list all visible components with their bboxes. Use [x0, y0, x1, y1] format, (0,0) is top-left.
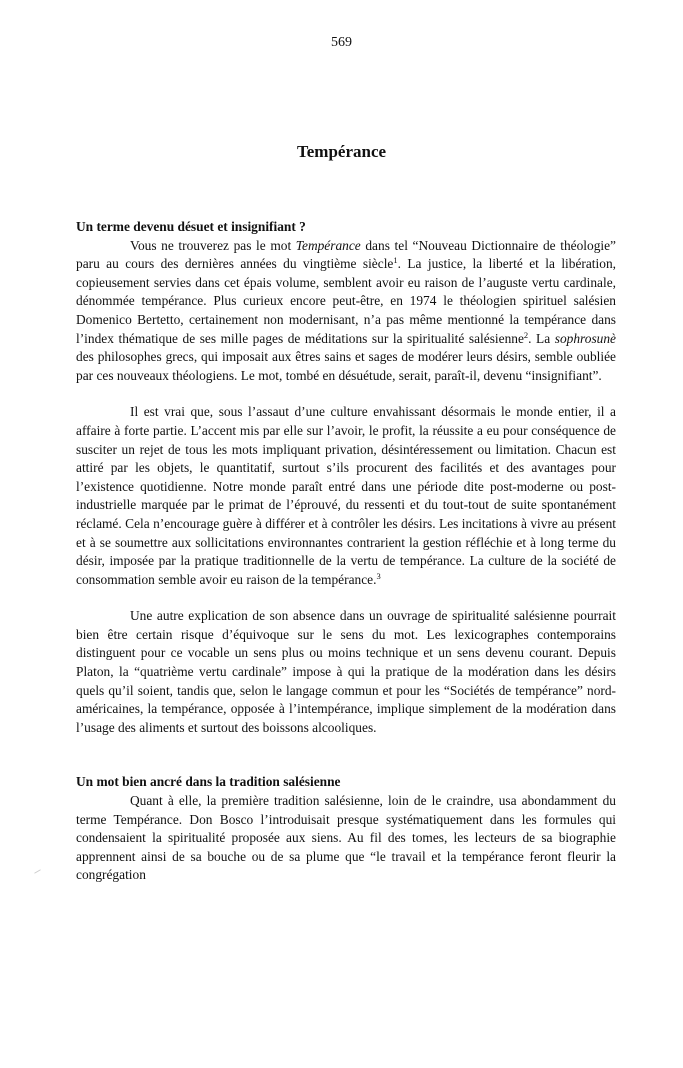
paragraph-1-text-d: . La	[528, 330, 555, 346]
paragraph-1-text-e: des philosophes grecs, qui imposait aux êtres sains et sages de modérer leurs désirs, semble oubliée par ces nouveaux théologiens. Le mot, tombé en désuétude, serait, paraît-il, devenu “insignifiant”.	[76, 349, 616, 383]
emphasis-temperance: Tempérance	[295, 237, 361, 253]
section-heading-1: Un terme devenu désuet et insignifiant ?	[76, 219, 306, 234]
paragraph-4: Quant à elle, la première tradition salésienne, loin de le craindre, usa abondamment du terme Tempérance. Don Bosco l’introduisait presque systématiquement dans les formules qui condensaient la spiritualité proposée aux siens. Au fil des tomes, les lecteurs de sa biographie apprennent ainsi de sa bouche ou de sa plume que “le travail et la tempérance feront fleurir la congrégation	[76, 793, 616, 883]
document-body	[76, 218, 616, 885]
emphasis-sophrosune: sophrosunè	[554, 330, 616, 346]
footnote-ref-2[interactable]: 2	[523, 329, 529, 340]
paragraph-2	[76, 403, 616, 589]
paragraph-1-text-c: . La justice, la liberté et la libération, copieusement servies dans cet épais volume, semblent avoir eu raison de l’auguste vertu cardinale, dénommée tempérance. Plus curieux encore peut-être, en 1974 le théologien spirituel salésien Domenico Bertetto, certainement non modernisant, n’a pas même mentionné la tempérance dans l’index thématique de ses mille pages de méditations sur la spiritualité salésienne	[76, 256, 616, 346]
scan-mark	[34, 869, 41, 873]
section-heading-2: Un mot bien ancré dans la tradition salésienne	[76, 774, 341, 790]
paragraph-2-text: Il est vrai que, sous l’assaut d’une culture envahissant désormais le monde entier, il a affaire à forte partie. L’accent mis par elle sur l’avoir, le profit, la réussite a eu pour conséquence de susciter un rejet de tous les mots impliquant privation, désintéressement ou limitation. Chacun est attiré par les objets, le quantitatif, surtout s’ils procurent des facilités et des avantages pour l’existence quotidienne. Notre monde paraît entré dans une période dite post-moderne ou post-industrielle marquée par le primat de l’éprouvé, du ressenti et du tout-tout de suite spontanément réclamé. Cela n’encourage guère à différer et à contrôler les désirs. Les incitations à vivre au présent et à se soumettre aux sollicitations environnantes contrarient la gestion réfléchie et à long terme du désir, imposée par la pratique traditionnelle de la vertu de tempérance. La culture de la société de consommation semble avoir eu raison de la tempérance.	[76, 404, 616, 587]
footnote-ref-3[interactable]: 3	[376, 570, 381, 581]
paragraph-1-text-a: Vous ne trouverez pas le mot	[130, 237, 296, 253]
paragraph-1-text-b: dans tel “Nouveau Dictionnaire de théologie” paru au cours des dernières années du vingtième siècle	[76, 237, 616, 272]
paragraph-1	[76, 237, 616, 386]
paragraph-3: Une autre explication de son absence dans un ouvrage de spiritualité salésienne pourrait bien être certain risque d’équivoque sur le sens du mot. Les lexicographes contemporains distinguent pour ce vocable un sens plus ou moins technique et un sens devenu courant. Depuis Platon, la “quatrième vertu cardinale” impose à qui la pratique de la modération dans les désirs quels qu’il soient, tandis que, selon le langage commun et pour les “Sociétés de tempérance” nord-américaines, la tempérance, opposée à l’intempérance, implique simplement de la modération dans l’usage des aliments et surtout des boissons alcooliques.	[76, 608, 616, 735]
page-title: Tempérance	[296, 142, 387, 161]
page-number: 569	[331, 35, 352, 50]
footnote-ref-1[interactable]: 1	[393, 255, 398, 266]
